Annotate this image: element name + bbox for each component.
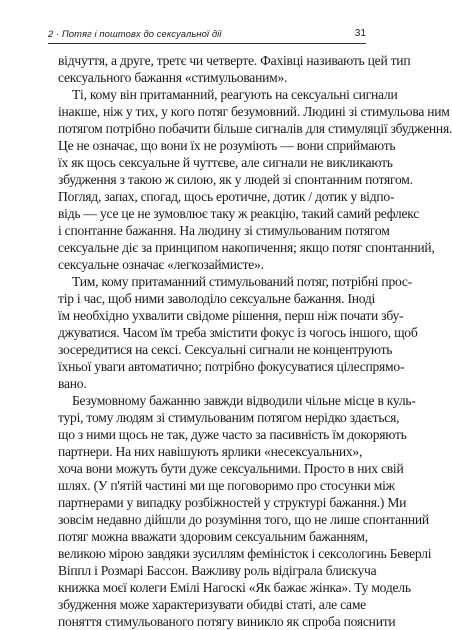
body-text — [58, 52, 452, 630]
paragraph — [58, 86, 452, 273]
text-line: зосередитися на сексі. Сексуальні сигнали не концентрують — [58, 342, 393, 357]
text-line: їхньої уваги автоматично; потрібно фокусуватися цілеспрямо- — [58, 359, 405, 374]
text-line: Віппл і Розмарі Бассон. Важливу роль відіграла блискуча — [58, 563, 377, 578]
text-line: зовсім недавно дійшли до розуміння того, що не лише спонтанний — [58, 512, 429, 527]
text-line: відчуття, а друге, третє чи четверте. Фахівці називають цей тип — [58, 53, 411, 68]
paragraph — [58, 273, 418, 392]
text-line: що з ними щось не так, дуже часто за пасивність їм докоряють — [58, 427, 407, 442]
text-line: відь — усе це не зумовлює таку ж реакцію, такий самий рефлекс — [58, 206, 420, 221]
text-line: потягом потрібно побачити більше сигналів для стимуляції збудження. — [58, 121, 452, 136]
paragraph — [58, 392, 432, 630]
header-rule — [48, 43, 366, 44]
text-line: поняття стимульованого потягу виникло як спроба пояснити — [58, 614, 396, 629]
text-line: потяг можна вважати здоровим сексуальним бажанням, — [58, 529, 368, 544]
chapter-title: 2 · Потяг і поштовх до сексуальної дії — [48, 28, 222, 39]
text-line: сексуальне діє за принципом накопичення; якщо потяг спонтанний, — [58, 240, 435, 255]
text-line: Безумовному бажанню завжди відводили чільне місце в куль- — [72, 393, 416, 408]
text-line: Це не означає, що вони їх не розуміють — вони сприймають — [58, 138, 396, 153]
text-line: партнери. На них навішують ярлики «несексуальних», — [58, 444, 363, 459]
text-line: інакше, ніж у тих, у кого потяг безумовний. Людині зі стимульова ним — [58, 104, 450, 119]
text-line: тір і час, щоб ними заволоділо сексуальне бажання. Іноді — [58, 291, 376, 306]
text-line: Ті, кому він притаманний, реагують на сексуальні сигнали — [72, 87, 398, 102]
text-line: хоча вони можуть бути дуже сексуальними. Просто в них свій — [58, 461, 404, 476]
text-line: Погляд, запах, спогад, щось еротичне, дотик / дотик у відпо- — [58, 189, 395, 204]
text-line: їх як щось сексуальне й чуттєве, але сигнали не викликають — [58, 155, 393, 170]
text-line: сексуального бажання «стимульованим». — [58, 70, 288, 85]
text-line: джуватися. Часом їм треба змістити фокус із чогось іншого, щоб — [58, 325, 418, 340]
text-line: і спонтанне бажання. На людину зі стимульованим потягом — [58, 223, 390, 238]
text-line: їм необхідно ухвалити свідоме рішення, перш ніж почати збу- — [58, 308, 404, 323]
running-header — [48, 24, 366, 44]
text-line: сексуальне означає «легкозаймисте». — [58, 257, 264, 272]
text-line: збудження з такою ж силою, як у людей зі спонтанним потягом. — [58, 172, 413, 187]
text-line: вано. — [58, 376, 87, 391]
text-line: турі, тому людям зі стимульованим потягом нерідко здається, — [58, 410, 400, 425]
text-line: Тим, кому притаманний стимульований потяг, потрібні прос- — [72, 274, 412, 289]
text-line: шлях. (У п'ятій частині ми ще поговоримо про стосунки між — [58, 478, 395, 493]
text-line: збудження може характеризувати обидві статі, але саме — [58, 597, 366, 612]
text-line: партнерами у випадку розбіжностей у структурі бажання.) Ми — [58, 495, 407, 510]
text-line: великою мірою завдяки зусиллям феміністок і сексологинь Беверлі — [58, 546, 432, 561]
paragraph — [58, 52, 411, 86]
page-number: 31 — [354, 28, 366, 39]
text-line: книжка моєї колеги Емілі Нагоскі «Як бажає жінка». Ту модель — [58, 580, 411, 595]
